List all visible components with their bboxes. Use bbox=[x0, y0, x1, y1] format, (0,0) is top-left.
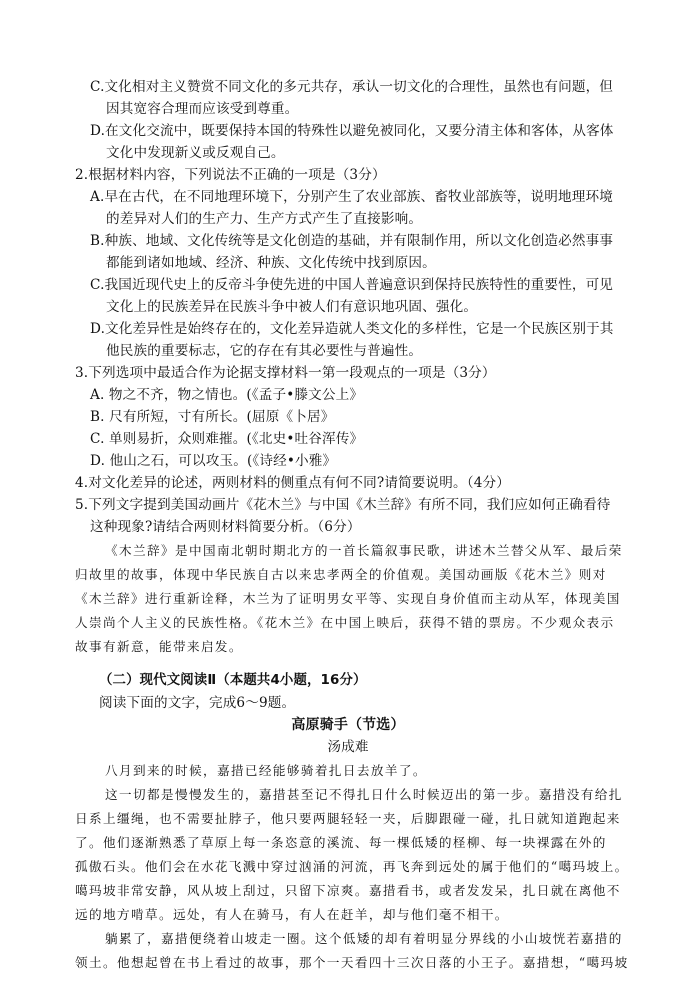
q2-option-d-line2: 他民族的重要标志，它的存在有其必要性与普遍性。 bbox=[106, 343, 423, 359]
q3-option-d: D. 他山之石，可以攻玉。(《诗经•小雅》 bbox=[90, 453, 337, 469]
article-paragraph-line: 八月到来的时候，嘉措已经能够骑着扎日去放羊了。 bbox=[105, 763, 427, 778]
q2-option-d-line1: D.文化差异性是始终存在的，文化差异造就人类文化的多样性，它是一个民族区别于其 bbox=[90, 321, 614, 337]
q2-option-b-line1: B.种族、地域、文化传统等是文化创造的基础，并有限制作用，所以文化创造必然事事 bbox=[90, 233, 614, 249]
q2-stem: 2.根据材料内容，下列说法不正确的一项是（3分） bbox=[75, 167, 386, 183]
article-author: 汤成难 bbox=[327, 739, 369, 755]
q5-stem-line2: 这种现象?请结合两则材料简要分析。（6分） bbox=[90, 519, 361, 535]
q5-passage-line: 《木兰辞》进行重新诠释，木兰为了证明男女平等、实现自身价值而主动从军，体现美国 bbox=[75, 591, 621, 606]
article-paragraph-line: 这一切都是慢慢发生的，嘉措甚至记不得扎日什么时候迈出的第一步。嘉措没有给扎 bbox=[105, 787, 623, 802]
article-paragraph-line: 孤傲石头。他们会在水花飞溅中穿过汹涌的河流，再飞奔到远处的属于他们的“噶玛坡上。 bbox=[75, 859, 629, 874]
q3-option-c: C. 单则易折，众则难摧。(《北史•吐谷浑传》 bbox=[90, 431, 364, 447]
q5-passage-line: 人崇尚个人主义的民族性格。《花木兰》在中国上映后，获得不错的票房。不少观众表示 bbox=[75, 615, 615, 630]
section-instruction: 阅读下面的文字，完成6～9题。 bbox=[99, 695, 296, 711]
q5-passage-line: 归故里的故事，体现中华民族自古以来忠孝两全的价值观。美国动画版《花木兰》则对 bbox=[75, 567, 607, 582]
article-paragraph-line: 远的地方啃草。远处，有人在骑马，有人在赶羊，却与他们毫不相干。 bbox=[75, 907, 509, 922]
q1-option-c-line2: 因其宽容合理而应该受到尊重。 bbox=[106, 101, 299, 117]
q3-option-b: B. 尺有所短，寸有所长。(屈原《卜居》 bbox=[90, 409, 335, 425]
q4-stem: 4.对文化差异的论述，两则材料的侧重点有何不同?请简要说明。（4分） bbox=[75, 475, 511, 491]
q5-stem-line1: 5.下列文字提到美国动画片《花木兰》与中国《木兰辞》有所不同，我们应如何正确看待 bbox=[75, 497, 611, 513]
q2-option-c-line1: C.我国近现代史上的反帝斗争使先进的中国人普遍意识到保持民族特性的重要性，可见 bbox=[90, 277, 614, 293]
q2-option-b-line2: 都能到诸如地域、经济、种族、文化传统中找到原因。 bbox=[106, 255, 436, 271]
q1-option-d-line2: 文化中发现新义或反观自己。 bbox=[106, 145, 285, 161]
q3-stem: 3.下列选项中最适合作为论据支撑材料一第一段观点的一项是（3分） bbox=[75, 365, 496, 381]
article-paragraph-line: 日系上缰绳，也不需要扯脖子，他只要两腿轻轻一夹，后脚跟碰一碰，扎日就知道跑起来 bbox=[75, 811, 621, 826]
q3-option-a: A. 物之不齐，物之情也。(《孟子•滕文公上》 bbox=[90, 387, 364, 403]
q2-option-c-line2: 文化上的民族差异在民族斗争中被人们有意识地巩固、强化。 bbox=[106, 299, 478, 315]
q5-passage-line: 故事有新意，能带来启发。 bbox=[75, 639, 243, 654]
q2-option-a-line1: A.早在古代，在不同地理环境下，分别产生了农业部族、畜牧业部族等，说明地理环境 bbox=[90, 189, 613, 205]
article-paragraph-line: 噶玛坡非常安静，风从坡上刮过，只留下凉爽。嘉措看书，或者发发呆，扎日就在离他不 bbox=[75, 883, 621, 898]
article-title: 高原骑手（节选） bbox=[291, 717, 405, 733]
q5-passage-line: 《木兰辞》是中国南北朝时期北方的一首长篇叙事民歌，讲述木兰替父从军、最后荣 bbox=[105, 543, 623, 558]
q1-option-d-line1: D.在文化交流中，既要保持本国的特殊性以避免被同化，又要分清主体和客体，从客体 bbox=[90, 123, 614, 139]
article-paragraph-line: 了。他们逐渐熟悉了草原上每一条恣意的溪流、每一棵低矮的柽柳、每一块裸露在外的 bbox=[75, 835, 607, 850]
q1-option-c-line1: C.文化相对主义赞赏不同文化的多元共存，承认一切文化的合理性，虽然也有问题，但 bbox=[90, 79, 614, 95]
article-paragraph-line: 领土。他想起曾在书上看过的故事，那个一天看四十三次日落的小王子。嘉措想，“噶玛坡 bbox=[75, 955, 629, 970]
article-paragraph-line: 躺累了，嘉措便绕着山坡走一圈。这个低矮的却有着明显分界线的小山坡恍若嘉措的 bbox=[105, 931, 623, 946]
section-heading: （二）现代文阅读Ⅱ（本题共4小题，16分） bbox=[99, 673, 367, 688]
q2-option-a-line2: 的差异对人们的生产力、生产方式产生了直接影响。 bbox=[106, 211, 423, 227]
